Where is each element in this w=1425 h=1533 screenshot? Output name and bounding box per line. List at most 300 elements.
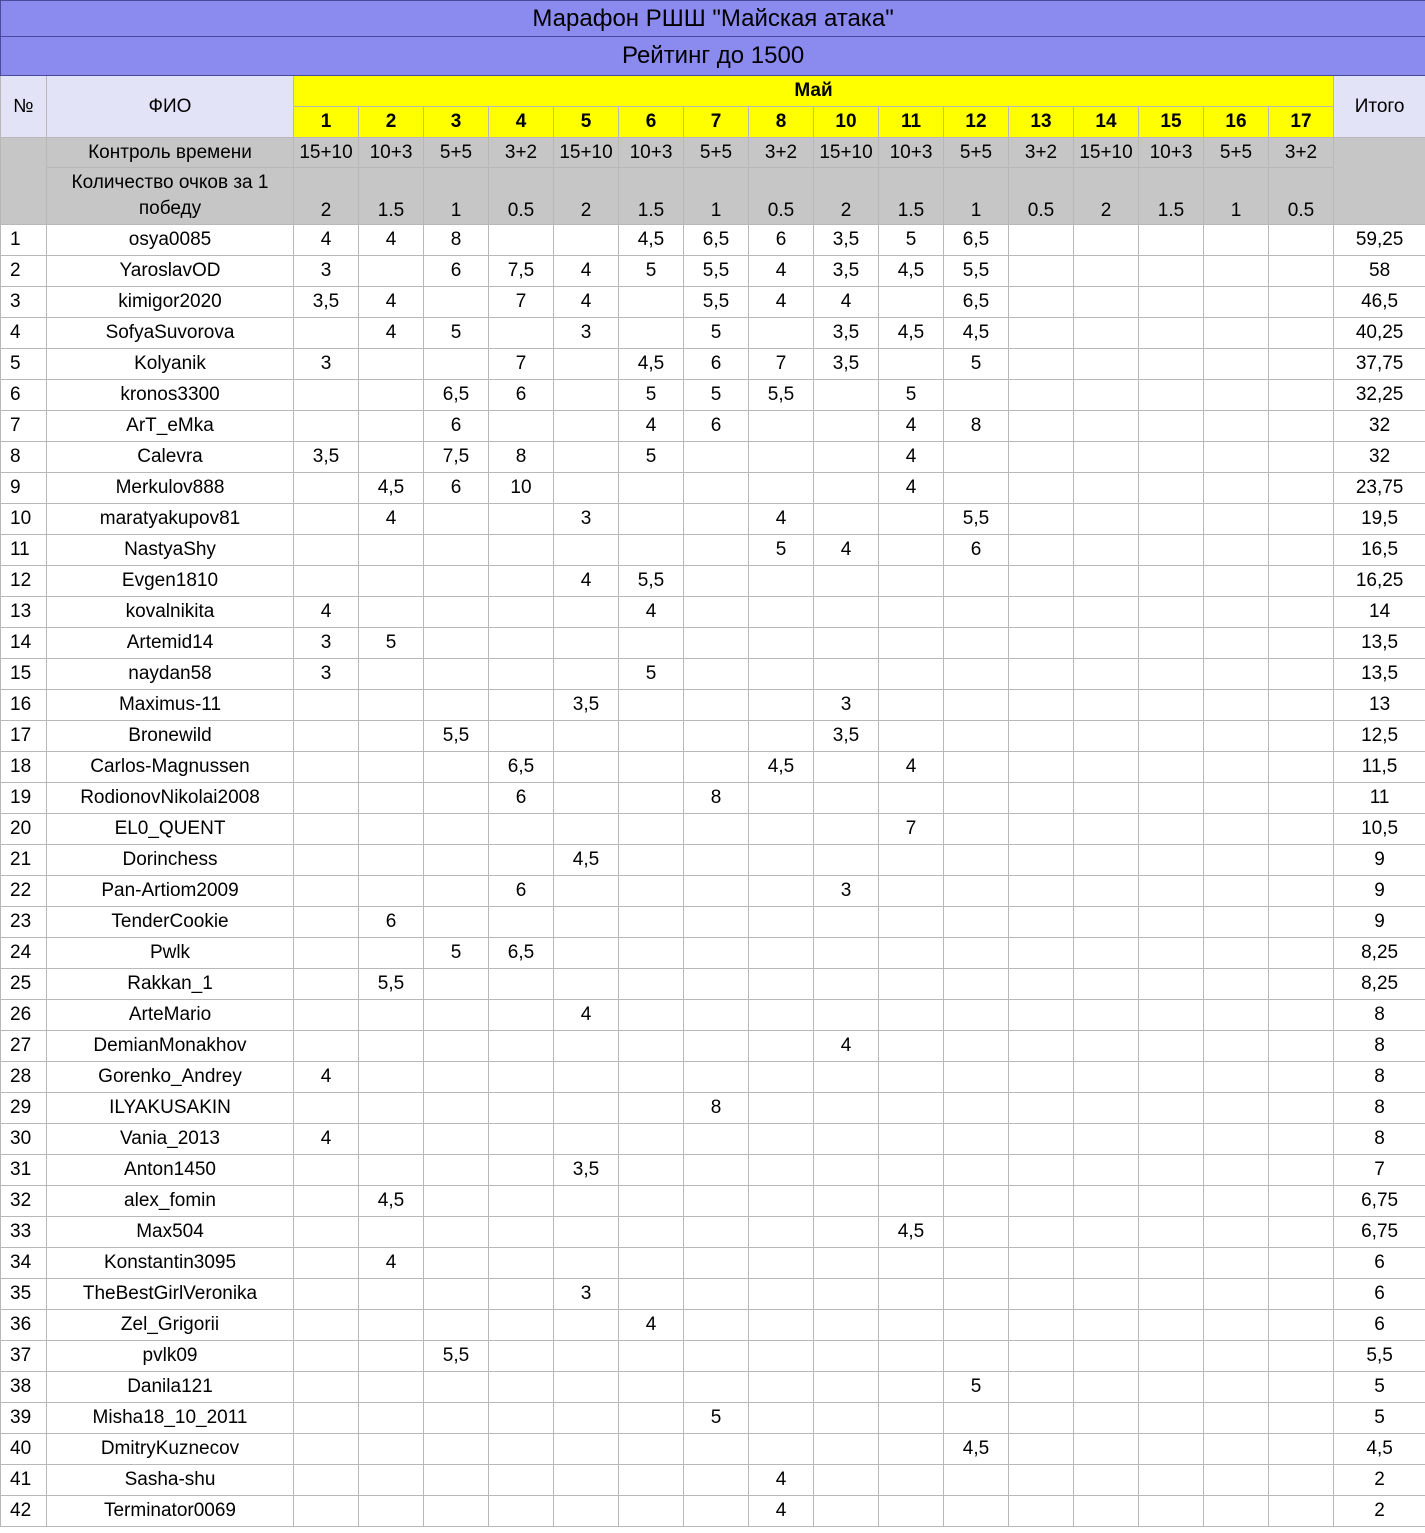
score-cell <box>684 907 749 938</box>
score-cell <box>944 1465 1009 1496</box>
player-name: naydan58 <box>47 659 294 690</box>
player-name: kimigor2020 <box>47 287 294 318</box>
score-cell <box>489 1093 554 1124</box>
score-cell <box>1269 1403 1334 1434</box>
table-row <box>1 1341 1425 1372</box>
score-cell <box>424 1093 489 1124</box>
score-cell <box>1139 380 1204 411</box>
score-cell <box>749 690 814 721</box>
score-cell <box>424 1031 489 1062</box>
score-cell <box>489 1062 554 1093</box>
score-cell <box>1139 1248 1204 1279</box>
score-cell <box>814 1093 879 1124</box>
score-cell <box>294 535 359 566</box>
score-cell: 5 <box>879 225 944 256</box>
score-cell: 4 <box>554 1000 619 1031</box>
player-name: Artemid14 <box>47 628 294 659</box>
table-row <box>1 1434 1425 1465</box>
score-cell <box>879 1341 944 1372</box>
score-cell: 4 <box>749 504 814 535</box>
score-cell <box>1139 907 1204 938</box>
score-cell <box>489 628 554 659</box>
score-cell <box>1074 1496 1139 1527</box>
score-cell <box>489 721 554 752</box>
score-cell: 6 <box>489 380 554 411</box>
score-cell <box>1009 1496 1074 1527</box>
player-name: EL0_QUENT <box>47 814 294 845</box>
score-cell <box>554 411 619 442</box>
round-header: 14 <box>1074 107 1139 138</box>
score-cell: 4 <box>619 411 684 442</box>
player-name: Carlos-Magnussen <box>47 752 294 783</box>
score-cell <box>294 1434 359 1465</box>
table-row <box>1 1465 1425 1496</box>
score-cell <box>1204 628 1269 659</box>
score-cell <box>619 721 684 752</box>
score-cell <box>749 1093 814 1124</box>
player-name: DemianMonakhov <box>47 1031 294 1062</box>
score-cell <box>1074 1000 1139 1031</box>
table-row <box>1 504 1425 535</box>
score-cell <box>489 969 554 1000</box>
score-cell <box>684 535 749 566</box>
score-cell <box>554 380 619 411</box>
table-row <box>1 442 1425 473</box>
score-cell <box>944 380 1009 411</box>
table-row <box>1 783 1425 814</box>
score-cell <box>554 1465 619 1496</box>
score-cell <box>294 1279 359 1310</box>
row-number: 28 <box>1 1062 47 1093</box>
score-cell <box>1009 1248 1074 1279</box>
total-cell: 32,25 <box>1334 380 1425 411</box>
score-cell <box>619 1155 684 1186</box>
score-cell: 5,5 <box>944 256 1009 287</box>
score-cell <box>1009 876 1074 907</box>
score-cell <box>1139 535 1204 566</box>
score-cell <box>879 1000 944 1031</box>
score-cell <box>1009 535 1074 566</box>
time-control-cell: 15+10 <box>814 138 879 168</box>
score-cell: 5 <box>424 318 489 349</box>
score-cell <box>554 1248 619 1279</box>
score-cell <box>1269 1217 1334 1248</box>
score-cell <box>814 1310 879 1341</box>
score-cell <box>1204 814 1269 845</box>
score-cell <box>1009 1341 1074 1372</box>
score-cell <box>684 1155 749 1186</box>
score-cell <box>1139 783 1204 814</box>
score-cell <box>1204 1403 1269 1434</box>
score-cell <box>294 1248 359 1279</box>
score-cell <box>879 628 944 659</box>
score-cell <box>1269 1000 1334 1031</box>
score-cell <box>944 1155 1009 1186</box>
score-cell <box>684 473 749 504</box>
score-cell: 3,5 <box>554 690 619 721</box>
score-cell <box>359 380 424 411</box>
row-number: 34 <box>1 1248 47 1279</box>
row-number: 23 <box>1 907 47 938</box>
score-cell <box>294 1496 359 1527</box>
score-cell <box>554 473 619 504</box>
score-cell <box>1074 690 1139 721</box>
score-cell <box>294 1031 359 1062</box>
score-cell <box>619 1434 684 1465</box>
score-cell <box>1009 659 1074 690</box>
score-cell <box>1009 1372 1074 1403</box>
score-cell <box>619 1093 684 1124</box>
total-cell: 16,25 <box>1334 566 1425 597</box>
score-cell <box>1269 349 1334 380</box>
score-cell <box>489 318 554 349</box>
score-cell <box>814 659 879 690</box>
row-number: 36 <box>1 1310 47 1341</box>
time-control-cell: 5+5 <box>944 138 1009 168</box>
score-cell <box>1269 845 1334 876</box>
score-cell <box>684 969 749 1000</box>
score-cell <box>814 1341 879 1372</box>
score-cell <box>879 876 944 907</box>
table-row <box>1 1217 1425 1248</box>
points-cell: 2 <box>294 168 359 225</box>
score-cell <box>879 349 944 380</box>
total-cell: 6,75 <box>1334 1217 1425 1248</box>
score-cell: 5,5 <box>424 1341 489 1372</box>
score-cell <box>359 938 424 969</box>
score-cell: 4 <box>359 318 424 349</box>
score-cell <box>684 566 749 597</box>
score-cell: 5 <box>619 256 684 287</box>
score-cell <box>489 1310 554 1341</box>
score-cell <box>1204 907 1269 938</box>
score-cell <box>1139 1434 1204 1465</box>
score-cell <box>359 845 424 876</box>
total-cell: 32 <box>1334 442 1425 473</box>
score-cell <box>684 659 749 690</box>
score-cell <box>1269 473 1334 504</box>
score-cell: 4 <box>619 597 684 628</box>
row-number: 20 <box>1 814 47 845</box>
score-cell <box>489 504 554 535</box>
row-number: 41 <box>1 1465 47 1496</box>
player-name: Pwlk <box>47 938 294 969</box>
score-cell <box>814 1465 879 1496</box>
score-cell <box>619 1124 684 1155</box>
score-cell <box>359 1155 424 1186</box>
score-cell <box>1204 1465 1269 1496</box>
score-cell <box>749 845 814 876</box>
score-cell <box>1269 380 1334 411</box>
score-cell <box>619 1372 684 1403</box>
score-cell: 6 <box>944 535 1009 566</box>
score-cell <box>554 783 619 814</box>
score-cell <box>1269 1062 1334 1093</box>
total-cell: 19,5 <box>1334 504 1425 535</box>
score-cell <box>1074 380 1139 411</box>
score-cell <box>944 1031 1009 1062</box>
score-cell <box>1009 1124 1074 1155</box>
score-cell: 4 <box>554 566 619 597</box>
score-cell: 4,5 <box>879 256 944 287</box>
score-cell: 3,5 <box>814 256 879 287</box>
score-cell <box>1204 1155 1269 1186</box>
score-cell <box>684 752 749 783</box>
score-cell <box>879 535 944 566</box>
score-cell <box>684 1341 749 1372</box>
score-cell <box>1139 566 1204 597</box>
score-cell <box>1139 256 1204 287</box>
score-cell <box>294 938 359 969</box>
score-cell <box>749 1403 814 1434</box>
score-cell <box>424 1124 489 1155</box>
score-cell <box>1204 1279 1269 1310</box>
score-cell <box>749 1279 814 1310</box>
score-cell <box>424 628 489 659</box>
score-cell <box>554 1496 619 1527</box>
score-cell <box>1204 287 1269 318</box>
score-cell <box>489 597 554 628</box>
score-cell: 4 <box>359 504 424 535</box>
score-cell <box>294 752 359 783</box>
score-cell: 4 <box>554 256 619 287</box>
score-cell <box>814 1279 879 1310</box>
score-cell <box>294 907 359 938</box>
score-cell <box>1204 1062 1269 1093</box>
row-number: 40 <box>1 1434 47 1465</box>
score-cell: 6 <box>359 907 424 938</box>
score-cell <box>814 845 879 876</box>
score-cell <box>1204 473 1269 504</box>
score-cell: 4,5 <box>619 349 684 380</box>
score-cell <box>1204 1124 1269 1155</box>
score-cell <box>554 535 619 566</box>
score-cell: 6 <box>684 411 749 442</box>
score-cell <box>1009 442 1074 473</box>
score-cell: 5 <box>619 442 684 473</box>
table-row <box>1 659 1425 690</box>
score-cell <box>1269 1155 1334 1186</box>
row-number: 6 <box>1 380 47 411</box>
score-cell <box>1074 938 1139 969</box>
score-cell <box>619 1403 684 1434</box>
score-cell <box>1009 1434 1074 1465</box>
score-cell <box>684 1434 749 1465</box>
table-row <box>1 411 1425 442</box>
time-control-cell: 15+10 <box>554 138 619 168</box>
score-cell <box>1009 349 1074 380</box>
score-cell <box>359 1341 424 1372</box>
score-cell <box>554 659 619 690</box>
score-cell: 3,5 <box>814 318 879 349</box>
score-cell <box>684 1217 749 1248</box>
score-cell <box>1269 1186 1334 1217</box>
score-cell <box>1139 1062 1204 1093</box>
total-cell: 16,5 <box>1334 535 1425 566</box>
row-number: 30 <box>1 1124 47 1155</box>
player-name: Max504 <box>47 1217 294 1248</box>
score-cell <box>1009 969 1074 1000</box>
score-cell <box>684 814 749 845</box>
score-cell <box>1139 318 1204 349</box>
time-control-cell: 15+10 <box>1074 138 1139 168</box>
score-cell <box>1009 1062 1074 1093</box>
score-cell: 4 <box>749 1496 814 1527</box>
score-cell <box>1269 721 1334 752</box>
score-cell <box>879 1031 944 1062</box>
score-cell <box>294 690 359 721</box>
score-cell <box>749 1341 814 1372</box>
score-cell <box>489 566 554 597</box>
player-name: Kolyanik <box>47 349 294 380</box>
table-row <box>1 814 1425 845</box>
player-name: Vania_2013 <box>47 1124 294 1155</box>
total-header-spacer <box>1334 138 1425 225</box>
score-cell <box>749 1031 814 1062</box>
score-cell <box>489 1000 554 1031</box>
player-name: Konstantin3095 <box>47 1248 294 1279</box>
score-cell: 7 <box>489 287 554 318</box>
total-cell: 5 <box>1334 1403 1425 1434</box>
time-control-cell: 3+2 <box>1009 138 1074 168</box>
row-number: 12 <box>1 566 47 597</box>
total-cell: 4,5 <box>1334 1434 1425 1465</box>
points-cell: 0.5 <box>1269 168 1334 225</box>
score-cell <box>1204 349 1269 380</box>
points-cell: 0.5 <box>1009 168 1074 225</box>
total-cell: 32 <box>1334 411 1425 442</box>
score-cell <box>619 938 684 969</box>
score-cell <box>1009 318 1074 349</box>
score-cell <box>489 1372 554 1403</box>
score-cell <box>294 876 359 907</box>
score-cell <box>1009 938 1074 969</box>
score-cell: 5 <box>684 380 749 411</box>
score-cell <box>619 1062 684 1093</box>
round-header: 6 <box>619 107 684 138</box>
score-cell <box>1009 814 1074 845</box>
score-cell <box>294 1155 359 1186</box>
player-name: TenderCookie <box>47 907 294 938</box>
player-name: Dorinchess <box>47 845 294 876</box>
points-cell: 1 <box>684 168 749 225</box>
score-cell <box>1009 1186 1074 1217</box>
score-cell <box>944 1124 1009 1155</box>
score-cell: 4,5 <box>619 225 684 256</box>
points-cell: 1 <box>944 168 1009 225</box>
score-cell: 3 <box>294 349 359 380</box>
score-cell: 6,5 <box>944 225 1009 256</box>
row-number: 1 <box>1 225 47 256</box>
score-cell <box>814 442 879 473</box>
total-cell: 10,5 <box>1334 814 1425 845</box>
score-cell: 7 <box>489 349 554 380</box>
score-cell <box>619 1031 684 1062</box>
score-cell <box>619 628 684 659</box>
score-cell <box>1269 752 1334 783</box>
score-cell <box>554 907 619 938</box>
table-row <box>1 721 1425 752</box>
total-cell: 58 <box>1334 256 1425 287</box>
score-cell <box>424 783 489 814</box>
total-cell: 5,5 <box>1334 1341 1425 1372</box>
table-row <box>1 287 1425 318</box>
score-cell <box>944 597 1009 628</box>
score-cell <box>619 1341 684 1372</box>
time-control-cell: 10+3 <box>619 138 684 168</box>
score-cell <box>424 1465 489 1496</box>
score-cell <box>619 690 684 721</box>
score-cell <box>424 597 489 628</box>
score-cell <box>424 1372 489 1403</box>
score-cell <box>814 1217 879 1248</box>
row-number: 33 <box>1 1217 47 1248</box>
score-cell <box>1074 256 1139 287</box>
score-cell <box>1269 659 1334 690</box>
score-cell <box>554 1217 619 1248</box>
player-name: Rakkan_1 <box>47 969 294 1000</box>
total-cell: 9 <box>1334 845 1425 876</box>
player-name: Maximus-11 <box>47 690 294 721</box>
row-number: 27 <box>1 1031 47 1062</box>
score-cell <box>879 1062 944 1093</box>
score-cell <box>424 814 489 845</box>
score-cell <box>1204 566 1269 597</box>
score-cell <box>424 752 489 783</box>
row-number: 19 <box>1 783 47 814</box>
score-cell: 5 <box>944 1372 1009 1403</box>
row-number: 11 <box>1 535 47 566</box>
score-cell: 3,5 <box>294 287 359 318</box>
score-cell <box>489 1279 554 1310</box>
score-cell <box>1074 1310 1139 1341</box>
total-cell: 8 <box>1334 1031 1425 1062</box>
score-cell <box>619 535 684 566</box>
score-cell <box>1074 1434 1139 1465</box>
table-row <box>1 1403 1425 1434</box>
row-number: 29 <box>1 1093 47 1124</box>
score-cell: 5,5 <box>619 566 684 597</box>
score-cell <box>359 597 424 628</box>
score-cell <box>1269 1465 1334 1496</box>
points-per-win-label: Количество очков за 1 победу <box>47 168 294 225</box>
score-cell <box>359 876 424 907</box>
score-cell <box>1074 783 1139 814</box>
score-cell <box>814 1155 879 1186</box>
score-cell <box>1139 1000 1204 1031</box>
table-row <box>1 628 1425 659</box>
score-cell <box>944 938 1009 969</box>
score-cell <box>294 783 359 814</box>
total-cell: 6 <box>1334 1248 1425 1279</box>
row-number: 42 <box>1 1496 47 1527</box>
score-cell <box>814 1434 879 1465</box>
row-number: 15 <box>1 659 47 690</box>
score-cell <box>684 1031 749 1062</box>
score-cell <box>489 1155 554 1186</box>
row-number: 14 <box>1 628 47 659</box>
score-cell <box>359 1217 424 1248</box>
score-cell <box>684 1465 749 1496</box>
score-cell <box>749 597 814 628</box>
score-cell <box>1204 1031 1269 1062</box>
player-name: Bronewild <box>47 721 294 752</box>
score-cell <box>749 814 814 845</box>
score-cell <box>749 442 814 473</box>
score-cell <box>1139 721 1204 752</box>
score-cell <box>1074 349 1139 380</box>
score-cell <box>749 1372 814 1403</box>
